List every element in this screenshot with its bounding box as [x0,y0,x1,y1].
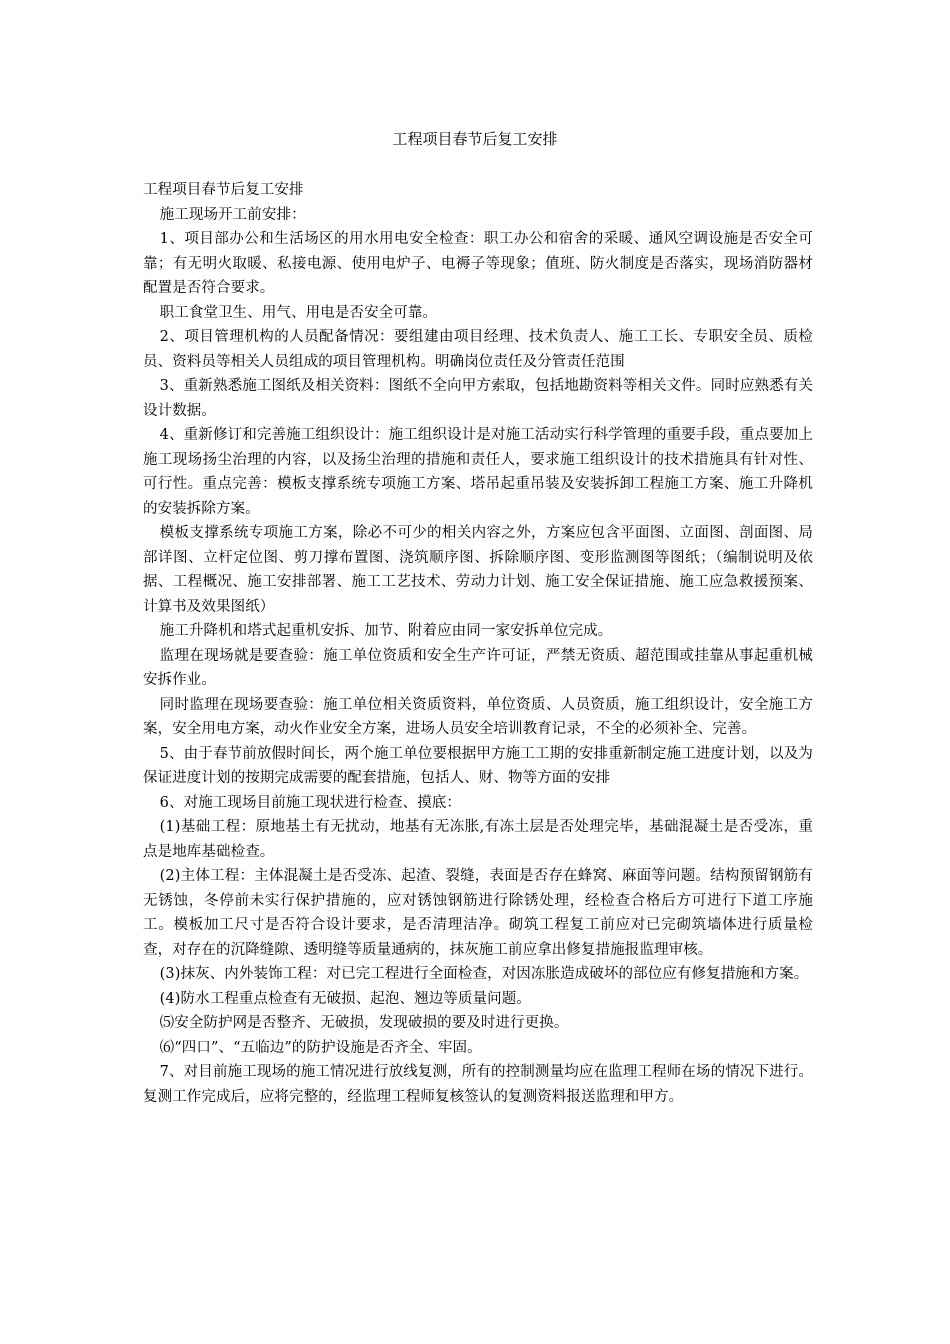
body-paragraph: ⑹“四口”、“五临边”的防护设施是否齐全、牢固。 [159,1039,482,1056]
body-paragraph: 施工现场开工前安排： [159,206,306,223]
body-paragraph: 同时监理在现场要查验：施工单位相关资质资料，单位资质、人员资质，施工组织设计，安全施工方案，安全用电方案，动火作业安全方案，进场人员安全培训教育记录，不全的必须补全、完善。 [143,696,813,737]
body-paragraph: (4)防水工程重点检查有无破损、起泡、翘边等质量问题。 [159,990,531,1007]
body-paragraph: (3)抹灰、内外装饰工程：对已完工程进行全面检查，对因冻胀造成破坏的部位应有修复措施和方案。 [159,966,809,982]
body-paragraph: 6、对施工现场目前施工现状进行检查、摸底： [159,794,461,811]
body-paragraph: 4、重新修订和完善施工组织设计：施工组织设计是对施工活动实行科学管理的重要手段，重点要加上施工现场扬尘治理的内容，以及扬尘治理的措施和责任人，要求施工组织设计的技术措施具有针对性、可行性。重点完善：模板支撑系统专项施工方案、塔吊起重吊装及安装拆卸工程施工方案、施工升降机的安装拆除方案。 [143,427,813,517]
body-paragraph: (2)主体工程：主体混凝土是否受冻、起渣、裂缝，表面是否存在蜂窝、麻面等问题。结构预留钢筋有无锈蚀，冬停前未实行保护措施的，应对锈蚀钢筋进行除锈处理，经检查合格后方可进行下道工序施工。模板加工尺寸是否符合设计要求，是否清理洁净。砌筑工程复工前应对已完砌筑墙体进行质量检查，对存在的沉降缝隙、透明缝等质量通病的，抹灰施工前应拿出修复措施报监理审核。 [143,868,813,958]
body-paragraph: 2、项目管理机构的人员配备情况：要组建由项目经理、技术负责人、施工工长、专职安全员、质检员、资料员等相关人员组成的项目管理机构。明确岗位责任及分管责任范围 [143,329,813,370]
document-title: 工程项目春节后复工安排 [392,130,558,148]
body-paragraph: 职工食堂卫生、用气、用电是否安全可靠。 [159,304,438,321]
document-body [143,178,813,1109]
body-paragraph: 施工升降机和塔式起重机安拆、加节、附着应由同一家安拆单位完成。 [159,623,613,639]
body-paragraph: 监理在现场就是要查验：施工单位资质和安全生产许可证，严禁无资质、超范围或挂靠从事起重机械安拆作业。 [143,647,813,688]
body-paragraph: 7、对目前施工现场的施工情况进行放线复测，所有的控制测量均应在监理工程师在场的情况下进行。复测工作完成后，应将完整的，经监理工程师复核签认的复测资料报送监理和甲方。 [143,1064,813,1105]
body-paragraph: 5、由于春节前放假时间长，两个施工单位要根据甲方施工工期的安排重新制定施工进度计划，以及为保证进度计划的按期完成需要的配套措施，包括人、财、物等方面的安排 [143,745,813,786]
body-paragraph: 1、项目部办公和生活场区的用水用电安全检查：职工办公和宿舍的采暖、通风空调设施是否安全可靠；有无明火取暖、私接电源、使用电炉子、电褥子等现象；值班、防火制度是否落实，现场消防器材配置是否符合要求。 [143,231,813,296]
body-paragraph: ⑸安全防护网是否整齐、无破损，发现破损的要及时进行更换。 [159,1015,569,1031]
body-paragraph: (1)基础工程：原地基土有无扰动，地基有无冻胀,有冻土层是否处理完毕，基础混凝土是否受冻，重点是地库基础检查。 [143,819,813,860]
document-subtitle: 工程项目春节后复工安排 [143,182,304,198]
body-paragraph: 3、重新熟悉施工图纸及相关资料：图纸不全向甲方索取，包括地勘资料等相关文件。同时应熟悉有关设计数据。 [143,378,813,419]
body-paragraph: 模板支撑系统专项施工方案，除必不可少的相关内容之外，方案应包含平面图、立面图、剖面图、局部详图、立杆定位图、剪刀撑布置图、浇筑顺序图、拆除顺序图、变形监测图等图纸；（编制说明及依据、工程概况、施工安排部署、施工工艺技术、劳动力计划、施工安全保证措施、施工应急救援预案、计算书及效果图纸） [143,525,813,615]
